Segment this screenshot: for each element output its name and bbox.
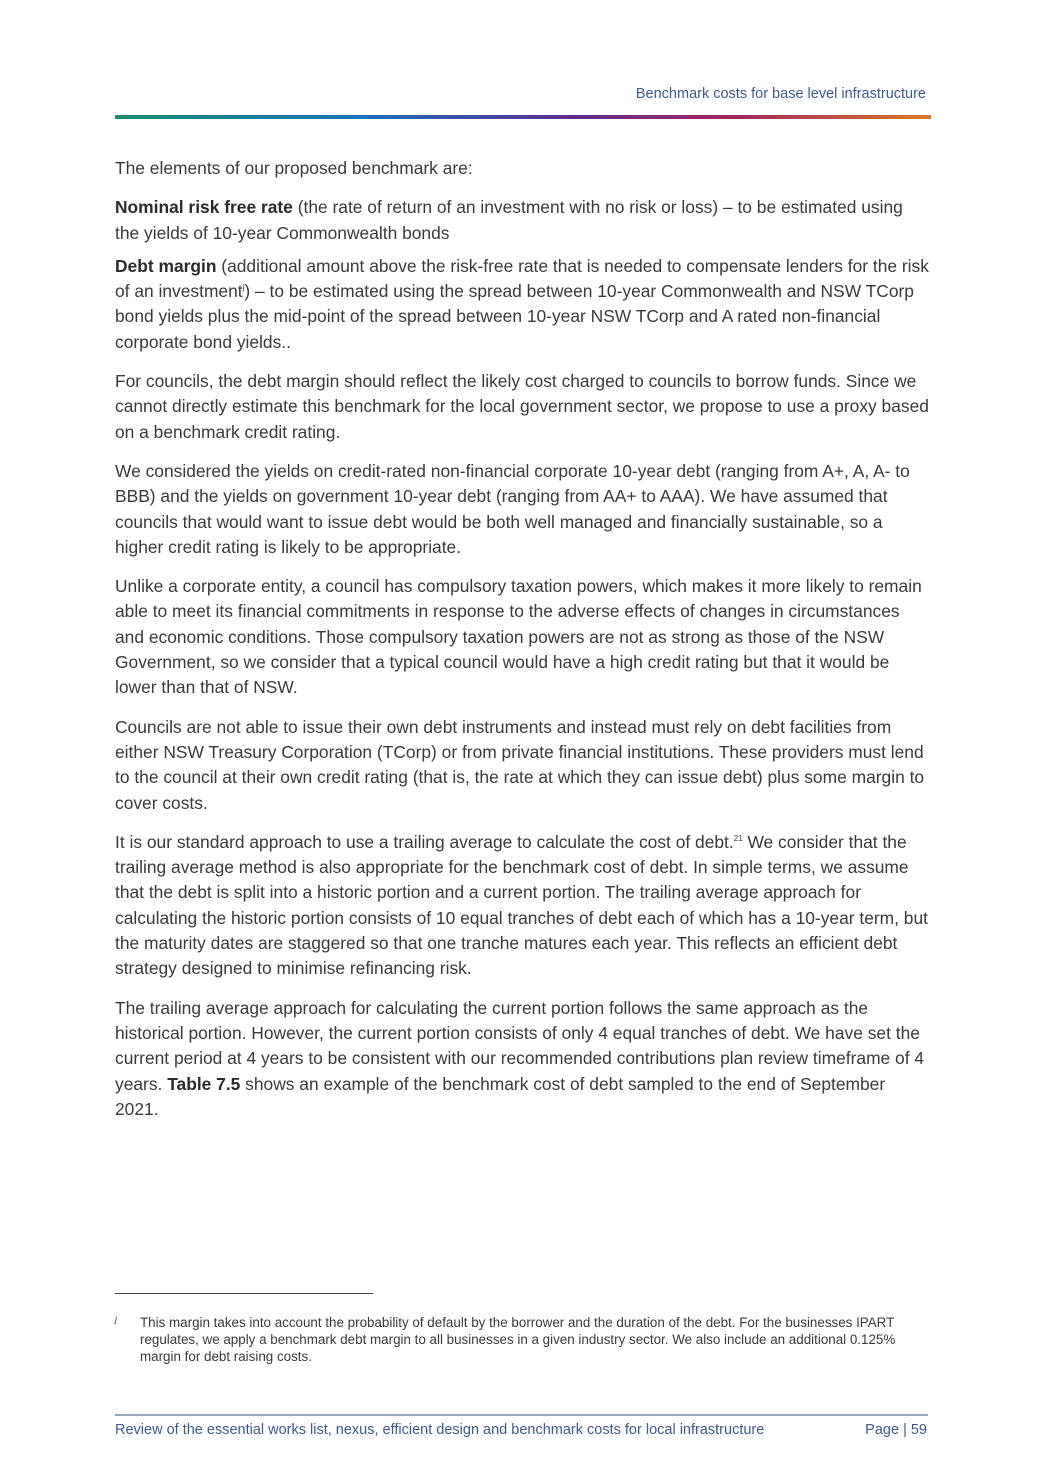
paragraph-taxation-powers: Unlike a corporate entity, a council has compulsory taxation powers, which makes it more likely to remain able to meet its financial commitments in response to the adverse effects of changes in circumstances and economic conditions. Those compulsory taxation powers are not as strong as those of the NSW Government, so we consider that a typical council would have a high credit rating but that it would be lower than that of NSW. <box>115 576 922 698</box>
paragraph-credit-ratings: We considered the yields on credit-rated non-financial corporate 10-year debt (ranging from A+, A, A- to BBB) and the yields on government 10-year debt (ranging from AA+ to AAA). We have assumed that councils that would want to issue debt would be both well managed and financially sustainable, so a higher credit rating is likely to be appropriate. <box>115 460 910 557</box>
running-header-title: Benchmark costs for base level infrastructure <box>635 86 926 102</box>
risk-free-rate-description: (the rate of return of an investment with no risk or loss) – to be estimated using the yields of 10-year Commonwealth bonds <box>115 197 903 243</box>
debt-margin-description-start: (additional amount above the risk-free rate that is needed to compensate lenders for the risk of an investment <box>115 255 929 302</box>
paragraph-debt-facilities: Councils are not able to issue their own debt instruments and instead must rely on debt facilities from either NSW Treasury Corporation (TCorp) or from private financial institutions. These providers must lend to the council at their own credit rating (that is, the rate at which they can issue debt) plus some margin to cover costs. <box>115 716 925 813</box>
paragraph-councils-debt-margin: For councils, the debt margin should reflect the likely cost charged to councils to borrow funds. Since we cannot directly estimate this benchmark for the local government sector, we propose to use a proxy based on a benchmark credit rating. <box>115 371 929 442</box>
footer-report-title: Review of the essential works list, nexus, efficient design and benchmark costs for local infrastructure <box>115 1422 765 1438</box>
debt-margin-description-end: ) – to be estimated using the spread between 10-year Commonwealth and NSW TCorp bond yields plus the mid-point of the spread between 10-year NSW TCorp and A rated non-financial corporate bond yields.. <box>115 281 914 352</box>
footnote-marker: j <box>115 1314 117 1324</box>
paragraph-current-portion <box>115 996 931 1122</box>
trailing-average-text-end: We consider that the trailing average method is also appropriate for the benchmark cost of debt. In simple terms, we assume that the debt is split into a historic portion and a current portion. The trailing average approach for calculating the historic portion consists of 10 equal tranches of debt each of which has a 10-year term, but the maturity dates are staggered so that one tranche matures each year. This reflects an efficient debt strategy designed to minimise refinancing risk. <box>115 831 928 979</box>
footnote-separator <box>115 1293 373 1294</box>
benchmark-element-risk-free-rate <box>115 195 931 246</box>
main-body <box>115 156 931 1136</box>
footnote-text: This margin takes into account the probability of default by the borrower and the duration of the debt. For the businesses IPART regulates, we apply a benchmark debt margin to all businesses in a given industry sector. We also include an additional 0.125% margin for debt raising costs. <box>140 1315 896 1364</box>
header-gradient-rule <box>115 115 931 119</box>
current-portion-text-start: The trailing average approach for calculating the current portion follows the same approach as the historical portion. However, the current portion consists of only 4 equal tranches of debt. We have set the current period at 4 years to be consistent with our recommended contributions plan review timeframe of 4 years. <box>115 997 925 1094</box>
table-reference-link[interactable]: Table 7.5 <box>167 1073 241 1094</box>
paragraph-trailing-average <box>115 830 931 982</box>
trailing-average-text-start: It is our standard approach to use a trailing average to calculate the cost of debt. <box>115 831 734 852</box>
current-portion-text-end: shows an example of the benchmark cost of debt sampled to the end of September 2021. <box>115 1073 886 1119</box>
footnote-reference-21[interactable]: 21 <box>733 834 743 844</box>
footnote-reference-j[interactable]: j <box>242 283 245 293</box>
page-number: Page | 59 <box>865 1422 927 1438</box>
term-debt-margin: Debt margin <box>115 255 217 276</box>
intro-paragraph: The elements of our proposed benchmark are: <box>115 158 473 178</box>
benchmark-element-debt-margin <box>115 254 931 355</box>
footer-rule <box>115 1414 928 1416</box>
term-nominal-risk-free-rate: Nominal risk free rate <box>115 197 293 218</box>
